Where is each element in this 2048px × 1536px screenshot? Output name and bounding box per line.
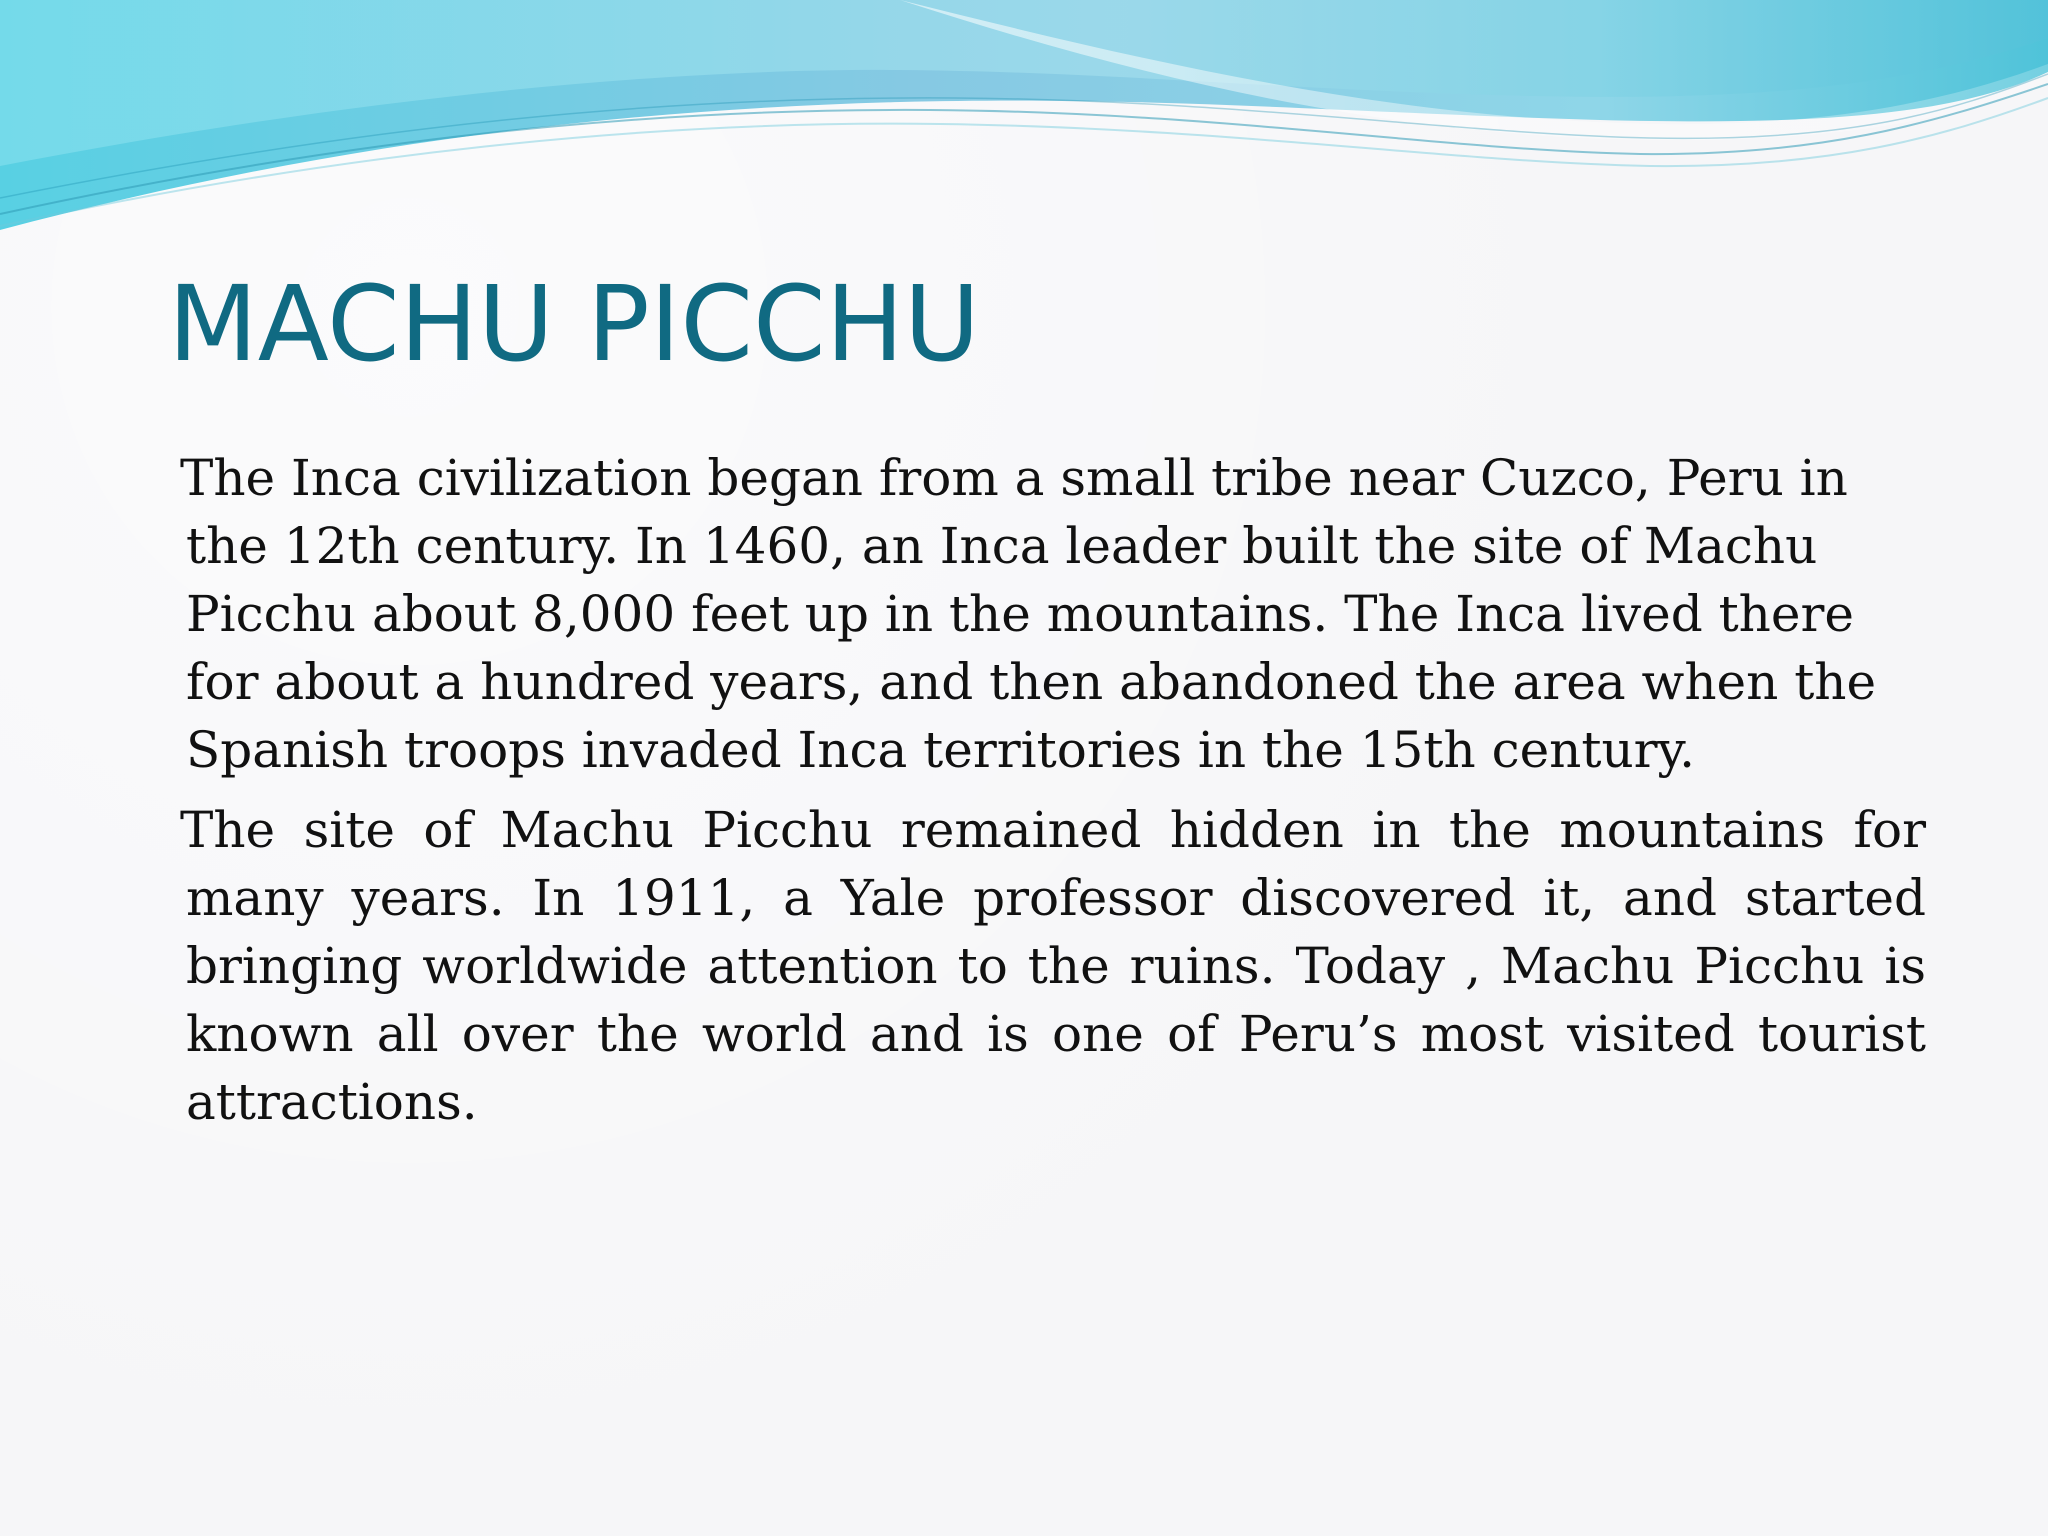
header-wave-decoration — [0, 0, 2048, 260]
paragraph-1: The Inca civilization began from a small tribe near Cuzco, Peru in the 12th century. In 1460, an Inca leader built the site of Machu Picchu about 8,000 feet up in the mountains. The Inca lived there for about a hundred years, and then abandoned the area when the Spanish troops invaded Inca territories in the 15th century. — [180, 449, 1877, 779]
slide-title: MACHU PICCHU — [168, 263, 980, 385]
paragraph-2: The site of Machu Picchu remained hidden in the mountains for many years. In 1911, a Yale professor discovered it, and started bringing worldwide attention to the ruins. Today , Machu Picchu is known all over the world and is one of Peru’s most visited tourist attractions. — [180, 801, 1926, 1131]
slide-body — [180, 444, 1926, 1148]
